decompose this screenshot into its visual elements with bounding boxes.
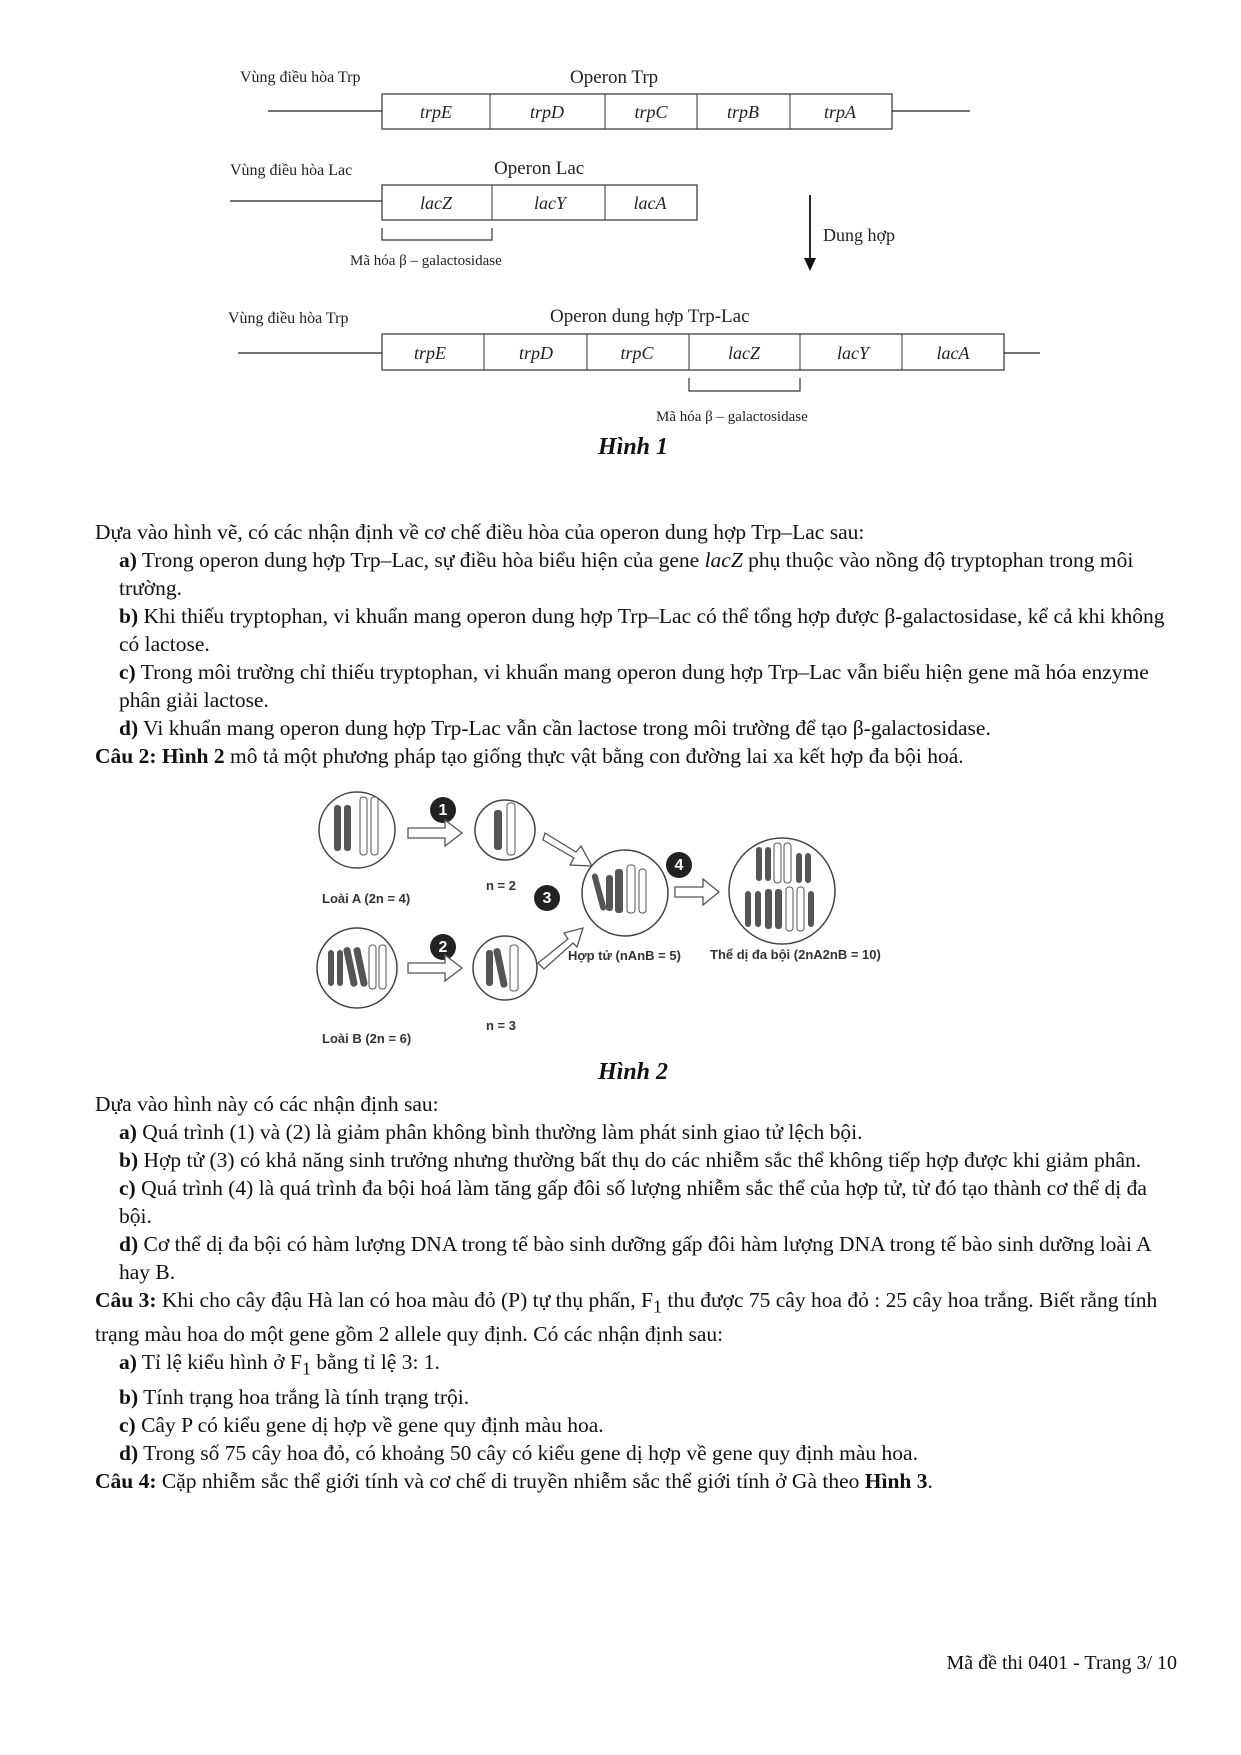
- step-3-number: 3: [542, 890, 552, 907]
- encode-beta-galactosidase-label-2: Mã hóa β – galactosidase: [656, 409, 808, 425]
- q2-statement-d: d) Cơ thể dị đa bội có hàm lượng DNA trong tế bào sinh dưỡng gấp đôi hàm lượng DNA trong tế bào sinh dưỡng loài A hay B.: [119, 1232, 1151, 1284]
- lac-regulatory-label: Vùng điều hòa Lac: [230, 162, 353, 179]
- figure-2-caption: Hình 2: [598, 1059, 669, 1085]
- gene-trpB: trpB: [726, 102, 760, 122]
- arrow-3a-icon: [543, 833, 592, 866]
- question-3-heading: Câu 3: Khi cho cây đậu Hà lan có hoa màu đỏ (P) tự thụ phấn, $F_1$ thu được 75 cây hoa đỏ : 25 cây hoa trắng. Biết rằng tính trạng màu hoa do một gene gồm 2 allele quy định. Có các nhận định sau:: [95, 1288, 1158, 1347]
- question-2-heading: Câu 2: Hình 2 mô tả một phương pháp tạo giống thực vật bằng con đường lai xa kết hợp đa bội hoá.: [95, 744, 964, 768]
- gene-trpA: trpA: [823, 102, 857, 122]
- q1-statement-d: d) Vi khuẩn mang operon dung hợp Trp-Lac vẫn cần lactose trong môi trường để tạo β-galactosidase.: [119, 716, 991, 740]
- arrow-2-icon: [408, 955, 462, 981]
- q2-statement-c: c) Quá trình (4) là quá trình đa bội hoá làm tăng gấp đôi số lượng nhiễm sắc thể của hợp tử, từ đó tạo thành cơ thể dị đa bội.: [119, 1176, 1147, 1228]
- gene-trpC: trpC: [634, 102, 668, 122]
- fusion-gene-trpC: trpC: [620, 343, 654, 363]
- gene-lacZ: lacZ: [419, 193, 453, 213]
- fusion-gene-trpD: trpD: [518, 343, 554, 363]
- fusion-gene-lacZ: lacZ: [727, 343, 761, 363]
- species-b-label: Loài B (2n = 6): [322, 1031, 412, 1046]
- figure-2-polyploidy-diagram: [300, 785, 980, 1060]
- gamete-b-label: n = 3: [486, 1018, 516, 1033]
- zygote-cell: [582, 850, 668, 936]
- figure-1-operon-diagram: [0, 0, 1241, 470]
- q2-statement-a: a) Quá trình (1) và (2) là giảm phân không bình thường làm phát sinh giao tử lệch bội.: [119, 1120, 863, 1144]
- step-1-number: 1: [438, 802, 448, 819]
- species-a-label: Loài A (2n = 4): [322, 891, 411, 906]
- q3-statement-d: d) Trong số 75 cây hoa đỏ, có khoảng 50 cây có kiểu gene dị hợp về gene quy định màu hoa.: [119, 1440, 918, 1465]
- arrow-1-icon: [408, 820, 462, 846]
- gamete-a-label: n = 2: [486, 878, 516, 893]
- operon-lac-title: Operon Lac: [494, 158, 585, 179]
- gamete-a-cell: [475, 800, 535, 860]
- question-1-statements: [95, 518, 1185, 770]
- q1-statement-a: a) Trong operon dung hợp Trp–Lac, sự điều hòa biểu hiện của gene lacZ phụ thuộc vào nồng độ tryptophan trong môi trường.: [119, 548, 1134, 600]
- encode-beta-galactosidase-label: Mã hóa β – galactosidase: [350, 253, 502, 269]
- fusion-gene-lacA: lacA: [936, 343, 970, 363]
- fusion-gene-trpE: trpE: [413, 343, 447, 363]
- fusion-gene-lacY: lacY: [836, 343, 870, 363]
- question-2-3-4-statements: [95, 1090, 1185, 1495]
- zygote-label: Hợp tử (nAnB = 5): [568, 948, 681, 963]
- gene-lacY: lacY: [533, 193, 567, 213]
- q1-intro: Dựa vào hình vẽ, có các nhận định về cơ chế điều hòa của operon dung hợp Trp–Lac sau:: [95, 520, 865, 544]
- step-2-number: 2: [438, 939, 448, 956]
- q2-intro: Dựa vào hình này có các nhận định sau:: [95, 1092, 439, 1116]
- arrow-4-icon: [675, 879, 719, 905]
- gene-lacA: lacA: [633, 193, 667, 213]
- q1-statement-b: b) Khi thiếu tryptophan, vi khuẩn mang operon dung hợp Trp–Lac có thể tổng hợp được β-galactosidase, kể cả khi không có lactose.: [119, 604, 1165, 656]
- fusion-operon-title: Operon dung hợp Trp-Lac: [550, 306, 750, 327]
- figure-1-caption: Hình 1: [598, 434, 669, 460]
- operon-trp-title: Operon Trp: [570, 67, 659, 88]
- q3-statement-b: b) Tính trạng hoa trắng là tính trạng trội.: [119, 1384, 470, 1409]
- gene-trpD: trpD: [529, 102, 565, 122]
- species-a-cell: [319, 792, 395, 868]
- gamete-b-cell: [473, 936, 537, 1000]
- fusion-regulatory-label: Vùng điều hòa Trp: [228, 310, 349, 327]
- q3-statement-a: a) Tỉ lệ kiểu hình ở $F_1$ bằng tỉ lệ 3: 1.: [119, 1350, 440, 1379]
- q1-statement-c: c) Trong môi trường chỉ thiếu tryptophan, vi khuẩn mang operon dung hợp Trp–Lac vẫn biểu hiện gene mã hóa enzyme phân giải lactose.: [119, 660, 1149, 712]
- question-4-heading: Câu 4: Cặp nhiễm sắc thể giới tính và cơ chế di truyền nhiễm sắc thể giới tính ở Gà theo Hình 3.: [95, 1468, 933, 1493]
- trp-regulatory-label: Vùng điều hòa Trp: [240, 69, 361, 86]
- fusion-arrow-label: Dung hợp: [823, 225, 896, 245]
- allopolyploid-cell: [729, 838, 835, 944]
- q3-statement-c: c) Cây P có kiểu gene dị hợp về gene quy định màu hoa.: [119, 1412, 604, 1437]
- step-4-number: 4: [674, 857, 684, 874]
- gene-trpE: trpE: [419, 102, 453, 122]
- page-footer: Mã đề thi 0401 - Trang 3/ 10: [946, 1652, 1177, 1674]
- allopolyploid-label: Thể dị đa bội (2nA2nB = 10): [710, 947, 881, 962]
- q2-statement-b: b) Hợp tử (3) có khả năng sinh trưởng nhưng thường bất thụ do các nhiễm sắc thể không tiếp hợp được khi giảm phân.: [119, 1148, 1142, 1172]
